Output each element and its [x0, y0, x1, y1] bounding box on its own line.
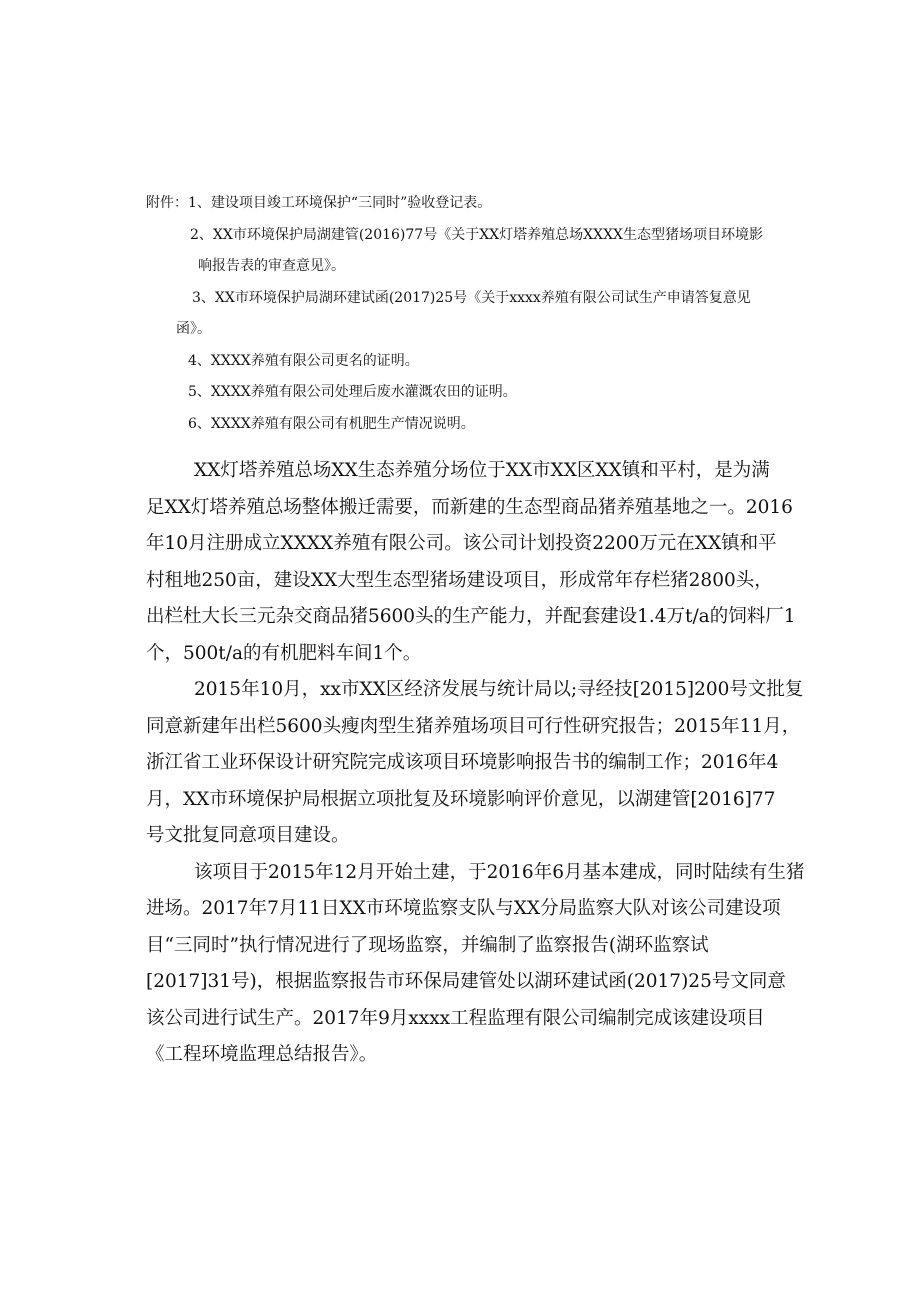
paragraph-line: 浙江省工业环保设计研究院完成该项目环境影响报告书的编制工作；2016年4 [146, 752, 779, 773]
paragraph-line: XX灯塔养殖总场XX生态养殖分场位于XX市XX区XX镇和平村，是为满 [194, 460, 770, 481]
paragraph-line: 足XX灯塔养殖总场整体搬迁需要，而新建的生态型商品猪养殖基地之一。2016 [146, 496, 793, 518]
paragraph-line: 月，XX市环境保护局根据立项批复及环境影响评价意见，以湖建管[2016]77 [146, 788, 776, 810]
paragraph-line: 2015年10月，xx市XX区经济发展与统计局以;寻经技[2015]200号文批复 [194, 679, 804, 700]
attachment-item-3: 3、XX市环境保护局湖环建试函(2017)25号《关于xxxx养殖有限公司试生产申请答复意见 [192, 289, 751, 306]
paragraph-1 [146, 453, 836, 672]
attachment-item-3-continued: 函》。 [176, 321, 211, 337]
paragraph-line: 进场。2017年7月11日XX市环境监察支队与XX分局监察大队对该公司建设项 [146, 898, 781, 919]
attachment-item-2: 2、XX市环境保护局湖建管(2016)77号《关于XX灯塔养殖总场XXXX生态型猪场项目环境影 [190, 226, 764, 243]
attachment-item-4: 4、XXXX养殖有限公司更名的证明。 [188, 352, 419, 369]
attachment-item-6: 6、XXXX养殖有限公司有机肥生产情况说明。 [188, 415, 475, 432]
paragraph-line: 该项目于2015年12月开始土建，于2016年6月基本建成，同时陆续有生猪 [194, 861, 805, 883]
paragraph-line: 号文批复同意项目建设。 [146, 825, 350, 846]
paragraph-line: 出栏杜大长三元杂交商品猪5600头的生产能力，并配套建设1.4万t/a的饲料厂1 [146, 606, 796, 627]
paragraph-line: 村租地250亩，建设XX大型生态型猪场建设项目，形成常年存栏猪2800头， [146, 569, 773, 591]
attachment-list [146, 188, 826, 440]
paragraph-line: 目“三同时”执行情况进行了现场监察，并编制了监察报告(湖环监察试 [146, 934, 709, 956]
attachment-item-5: 5、XXXX养殖有限公司处理后废水灌溉农田的证明。 [188, 384, 517, 400]
body-text [146, 453, 836, 1074]
paragraph-line: 该公司进行试生产。2017年9月xxxx工程监理有限公司编制完成该建设项目 [146, 1007, 765, 1029]
paragraph-2 [146, 672, 836, 855]
paragraph-line: [2017]31号)，根据监察报告市环保局建管处以湖环建试函(2017)25号文同意 [146, 971, 786, 992]
attachment-item-2-continued: 响报告表的审查意见》。 [198, 258, 345, 274]
attachment-item-1: 附件：1、建设项目竣工环境保护“三同时”验收登记表。 [146, 195, 492, 211]
paragraph-line: 年10月注册成立XXXX养殖有限公司。该公司计划投资2200万元在XX镇和平 [146, 533, 777, 554]
paragraph-line: 《工程环境监理总结报告》。 [146, 1044, 378, 1065]
paragraph-line: 个，500t/a的有机肥料车间1个。 [146, 642, 422, 664]
paragraph-3 [146, 855, 836, 1074]
paragraph-line: 同意新建年出栏5600头瘦肉型生猪养殖场项目可行性研究报告；2015年11月， [146, 715, 801, 737]
